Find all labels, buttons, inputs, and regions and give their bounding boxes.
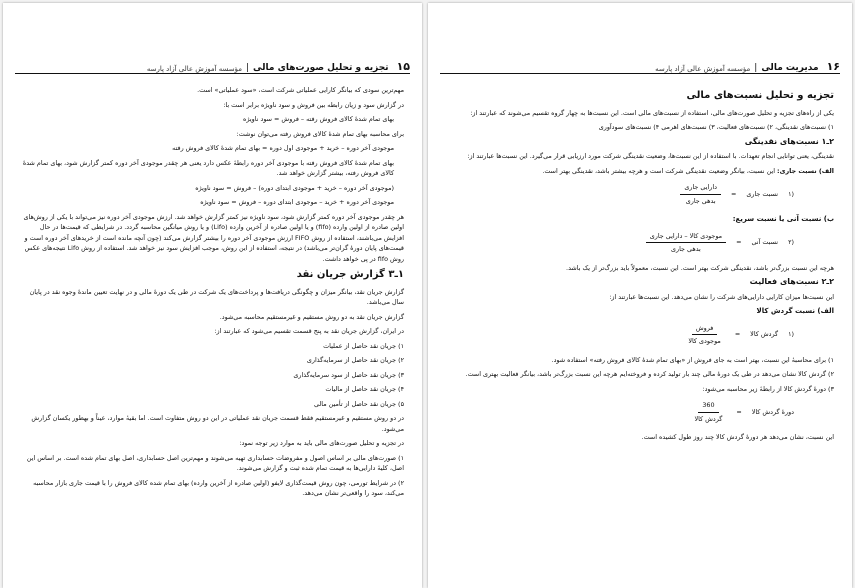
paragraph: هرچه این نسبت بزرگ‌تر باشد، نقدینگی شرکت بهتر است. این نسبت، معمولاً باید بزرگ‌تر از یک باشد. [566, 263, 834, 272]
paragraph: نقدینگی، یعنی توانایی انجام تعهدات. با استفاده از این نسبت‌ها، وضعیت نقدینگی شرکت مورد ارزیابی قرار می‌گیرد. این نسبت‌ها عبارتند از: [467, 152, 834, 160]
section-heading: تجزیه و تحلیل نسبت‌های مالی [686, 90, 834, 101]
page-title: مدیریت مالی [761, 63, 819, 73]
denominator: موجودی کالا [688, 337, 721, 345]
equals-sign: = [731, 189, 737, 198]
formula-inventory-turnover [446, 323, 834, 347]
paragraph: در گزارش سود و زیان رابطه بین فروش و سود ناویژه برابر است با: [223, 100, 404, 109]
item-heading: الف) نسبت گردش کالا [756, 307, 834, 315]
page-number: ۱۶ [826, 60, 840, 73]
paragraph: بهای تمام شدهٔ کالای فروش رفته با موجودی آخر دوره رابطهٔ عکس دارد یعنی هر چقدر موجودی آخر دوره کمتر گزارش شود، بهای تمام شدهٔ کالای فروش رفته، بیشتر گزارش خواهد شد. [22, 158, 394, 177]
list-item: ۳) دورهٔ گردش کالا از رابطهٔ زیر محاسبه می‌شود: [702, 384, 834, 393]
equation-line: موجودی آخر دوره + خرید – موجودی ابتدای دوره – فروش = سود ناویژه [200, 198, 394, 206]
fraction [680, 182, 721, 206]
denominator: بدهی جاری [685, 196, 716, 205]
list-item: ۲) در شرایط تورمی، چون روش قیمت‌گذاری لایفو (اولین صادره از آخرین وارده) بهای تمام شده کالای فروش را با قیمت جاری بازار محاسبه می‌کند، سود را واقعی‌تر نشان می‌دهد. [33, 478, 404, 497]
formula-current-ratio [446, 182, 834, 206]
formula-lhs: گردش کالا [750, 330, 779, 339]
list-item: ۱) جریان نقد حاصل از عملیات [323, 341, 404, 350]
numerator: موجودی کالا – دارایی جاری [646, 231, 726, 244]
right-page-content [446, 85, 834, 447]
denominator: گردش کالا [694, 414, 723, 423]
paragraph: هر چقدر موجودی آخر دوره کمتر گزارش شود، سود ناویژه نیز کمتر گزارش خواهد شد. ارزش موجودی آخر دوره نیز می‌تواند با یکی از روش‌های اولین صادره از اولین وارده (fifo) و یا اولین صادره از آخرین وارده (Lifo) و یا روش میانگین محاسبه گردد. در شرایطی که قیمت‌ها در حال افزایش می‌باشند، استفاده از روش FIFO ارزش موجودی آخر دوره را بیشتر گزارش می‌کند (چون آنچه مانده است از خریدهای آخر دوره است و قیمت‌های پایان دورهٔ گران‌تر می‌باشد) در نتیجه، استفاده از این روش، موجب افزایش سود نیز خواهد شد. استفاده از روش Lifo نتیجه‌های عکس روش fifo در پی خواهد داشت. [23, 212, 404, 263]
numerator: فروش [692, 323, 717, 336]
numerator: 360 [698, 400, 718, 413]
right-page-header [440, 55, 840, 74]
list-item: ۵) جریان نقد حاصل از تأمین مالی [314, 399, 404, 408]
equals-sign: = [734, 330, 741, 339]
right-header-title-group [655, 60, 840, 73]
equals-sign: = [736, 238, 742, 247]
formula-lhs: نسبت جاری [746, 189, 779, 198]
right-page [428, 3, 852, 588]
formula-number: (۲ [788, 238, 794, 247]
paragraph: گزارش جریان نقد به دو روش مستقیم و غیرمستقیم محاسبه می‌شود. [219, 312, 404, 321]
equals-sign: = [736, 407, 742, 416]
publisher-name: مؤسسه آموزش عالی آزاد پارسه [146, 65, 242, 73]
equation-line: بهای تمام شدهٔ کالای فروش رفته – فروش = سود ناویژه [242, 115, 394, 123]
formula-lhs: دورهٔ گردش کالا [751, 407, 794, 416]
paragraph: این نسبت، نشان می‌دهد هر دورهٔ گردش کالا چند روز طول کشیده است. [641, 433, 834, 441]
list-item: ۲) گردش کالا نشان می‌دهد در طی یک دورهٔ مالی چند بار تولید کرده و فروخته‌ایم هرچه این نسبت بزرگ‌تر باشد، بیانگر فعالیت بهتری است. [465, 370, 834, 378]
paragraph: ۱) نسبت‌های نقدینگی، ۲) نسبت‌های فعالیت، ۳) نسبت‌های اهرمی ۴) نسبت‌های سودآوری [598, 123, 834, 131]
left-header-title-group [147, 60, 410, 73]
paragraph: در ایران، گزارش جریان نقد به پنج قسمت تقسیم می‌شود که عبارتند از: [214, 327, 404, 335]
list-item: ۳) جریان نقد حاصل از سود سرمایه‌گذاری [293, 370, 404, 379]
formula-number: (۱ [788, 330, 794, 339]
item-heading: الف) نسبت جاری: [777, 166, 834, 175]
subsection-heading: ۲ـ۱ نسبت‌های نقدینگی [744, 136, 834, 146]
fraction [646, 231, 726, 255]
paragraph: گزارش جریان نقد، بیانگر میزان و چگونگی دریافت‌ها و پرداخت‌های یک شرکت در طی یک دورهٔ مالی و در نهایت تعیین ماندهٔ وجوه نقد در پایان سال می‌باشد. [29, 287, 404, 306]
formula-number: (۱ [788, 189, 794, 198]
list-item: ۴) جریان نقد حاصل از مالیات [325, 385, 404, 393]
item-text: این نسبت، بیانگر وضعیت نقدینگی شرکت است و هرچه بیشتر باشد، نقدینگی بهتر است. [542, 166, 775, 175]
left-page [3, 3, 422, 588]
formula-lhs: نسبت آنی [751, 238, 779, 247]
subsection-heading: ۲ـ۲ نسبت‌های فعالیت [749, 277, 834, 286]
paragraph: در تجزیه و تحلیل صورت‌های مالی باید به موارد زیر توجه نمود: [239, 439, 404, 447]
header-separator: | [245, 63, 250, 73]
item-heading: ب) نسبت آنی یا نسبت سریع: [732, 215, 834, 223]
equation-line: موجودی آخر دوره – خرید + موجودی اول دوره = بهای تمام شدهٔ کالای فروش رفته [172, 144, 394, 152]
paragraph: این نسبت‌ها میزان کارایی دارایی‌های شرکت را نشان می‌دهد. این نسبت‌ها عبارتند از: [609, 292, 834, 301]
list-item: ۱) صورت‌های مالی بر اساس اصول و مفروضات حسابداری تهیه می‌شوند و مهم‌ترین اصل حسابداری، اصل بهای تمام شده است. بر اساس این اصل، کلیهٔ دارایی‌ها به قیمت تمام شده ثبت و گزارش می‌شوند. [26, 453, 404, 472]
page-title: تجزیه و تحلیل صورت‌های مالی [253, 63, 389, 73]
fraction [684, 323, 725, 347]
formula-quick-ratio [446, 231, 834, 255]
list-item: ۲) جریان نقد حاصل از سرمایه‌گذاری [306, 356, 404, 364]
paragraph: برای محاسبه بهای تمام شدهٔ کالای فروش رفته می‌توان نوشت: [236, 129, 404, 138]
left-page-header [15, 55, 410, 74]
paragraph: در دو روش مستقیم و غیرمستقیم فقط قسمت جریان نقد عملیاتی در این دو روش متفاوت است. اما بقیهٔ موارد، عیناً و بهطور یکسان گزارش می‌شود. [31, 414, 404, 433]
header-separator: | [754, 63, 758, 73]
fraction [690, 400, 726, 424]
section-heading: ۱ـ۳ گزارش جریان نقد [296, 269, 404, 280]
equation-line: (موجودی آخر دوره – خرید + موجودی ابتدای دوره) – فروش = سود ناویژه [195, 183, 394, 192]
paragraph: مهم‌ترین سودی که بیانگر کارایی عملیاتی شرکت است، «سود عملیاتی» است. [197, 86, 404, 94]
denominator: بدهی جاری [670, 245, 701, 253]
publisher-name: مؤسسه آموزش عالی آزاد پارسه [655, 65, 751, 73]
formula-turnover-period [446, 400, 834, 424]
page-number: ۱۵ [396, 60, 410, 73]
numerator: دارایی جاری [680, 182, 721, 195]
left-page-content [21, 85, 404, 503]
paragraph: یکی از راه‌های تجزیه و تحلیل صورت‌های مالی، استفاده از نسبت‌های مالی است. این نسبت‌ها به چهار گروه تقسیم می‌شوند که عبارتند از: [470, 108, 834, 117]
paragraph [446, 166, 834, 177]
list-item: ۱) برای محاسبهٔ این نسبت، بهتر است به جای فروش از «بهای تمام شدهٔ کالای فروش رفته» استفاده شود. [551, 355, 834, 364]
